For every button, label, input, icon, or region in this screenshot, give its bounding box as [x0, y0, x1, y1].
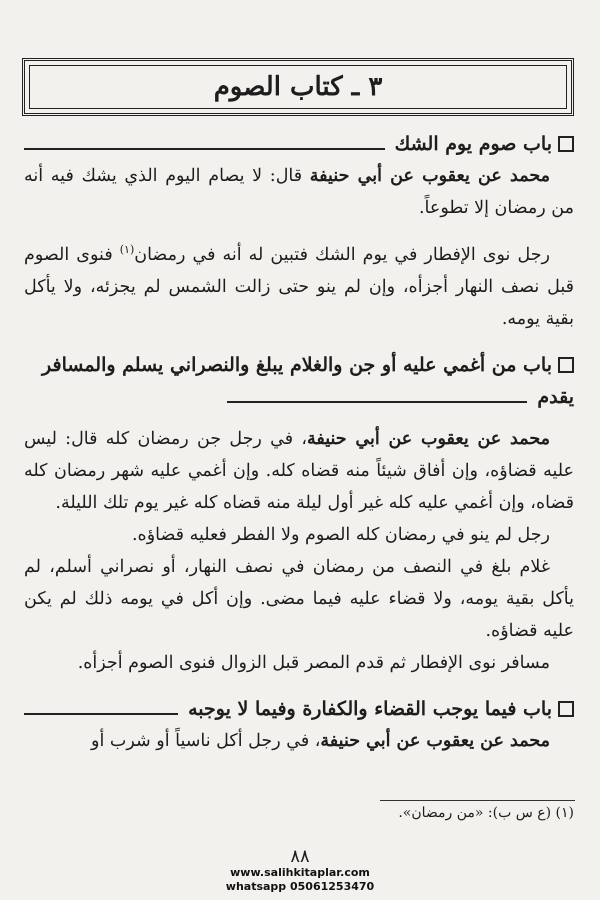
section-heading-text: باب صوم يوم الشك [394, 133, 552, 155]
paragraph-text: مسافر نوى الإفطار ثم قدم المصر قبل الزوال فنوى الصوم أجزأه. [77, 652, 550, 673]
paragraph [24, 725, 574, 757]
section-heading-continuation [24, 381, 574, 413]
footnote-marker: (١) [119, 243, 135, 256]
paragraph-text: ، في رجل جن رمضان كله قال: ليس عليه قضاؤه، وإن أفاق شيئاً منه قضاه كله. وإن أغمي عليه شهر رمضان كله قضاه، وإن أغمي عليه كله غير أول ليلة منه قضاه كله غير يوم تلك الليلة. [24, 428, 574, 513]
paragraph [24, 551, 574, 647]
footnote-divider [380, 800, 575, 801]
heading-rule [24, 713, 178, 715]
paragraph-text: رجل نوى الإفطار في يوم الشك فتبين له أنه في رمضان [134, 244, 550, 265]
paragraph [24, 423, 574, 519]
paragraph-text: رجل لم ينو في رمضان كله الصوم ولا الفطر فعليه قضاؤه. [131, 524, 550, 545]
isnad-text: محمد عن يعقوب عن أبي حنيفة [320, 730, 550, 751]
page-number: ٨٨ [290, 846, 310, 867]
paragraph-text: ، في رجل أكل ناسياً أو شرب أو [91, 730, 321, 751]
footnote: (١) (ع س ب): «من رمضان». [398, 805, 574, 821]
section-heading [24, 693, 574, 725]
page-body [24, 124, 574, 757]
section-heading [24, 349, 574, 381]
paragraph [24, 647, 574, 679]
paragraph-text: قال: لا يصام اليوم الذي يشك فيه أنه من رمضان إلا تطوعاً. [24, 166, 574, 218]
publisher-stamp [0, 866, 600, 894]
isnad-text: محمد عن يعقوب عن أبي حنيفة [306, 428, 551, 449]
chapter-title-frame [22, 58, 574, 116]
paragraph-text: فنوى الصوم قبل نصف النهار أجزأه، وإن لم ينو حتى زالت الشمس لم يجزئه، ولا يأكل بقية يومه. [24, 244, 574, 329]
paragraph [24, 519, 574, 551]
section-heading [24, 128, 574, 160]
whatsapp-number: whatsapp 05061253470 [225, 880, 375, 893]
paragraph [24, 234, 574, 335]
section-heading-text: يقدم [537, 385, 574, 408]
section-heading-text: باب من أغمي عليه أو جن والغلام يبلغ والنصراني يسلم والمسافر [42, 353, 552, 376]
heading-rule [227, 401, 527, 403]
heading-rule [24, 148, 385, 150]
square-bullet-icon [558, 136, 574, 152]
paragraph [24, 160, 574, 224]
chapter-title: ٣ ـ كتاب الصوم [213, 72, 383, 102]
section-heading-text: باب فيما يوجب القضاء والكفارة وفيما لا يوجبه [188, 697, 552, 720]
isnad-text: محمد عن يعقوب عن أبي حنيفة [309, 166, 550, 186]
website-url: www.salihkitaplar.com [230, 866, 370, 879]
square-bullet-icon [558, 701, 574, 717]
paragraph-text: غلام بلغ في النصف من رمضان في نصف النهار، أو نصراني أسلم، لم يأكل بقية يومه، ولا قضاء عليه فيما مضى. وإن أكل في يومه ذلك لم يكن عليه قضاؤه. [24, 556, 574, 641]
square-bullet-icon [558, 357, 574, 373]
